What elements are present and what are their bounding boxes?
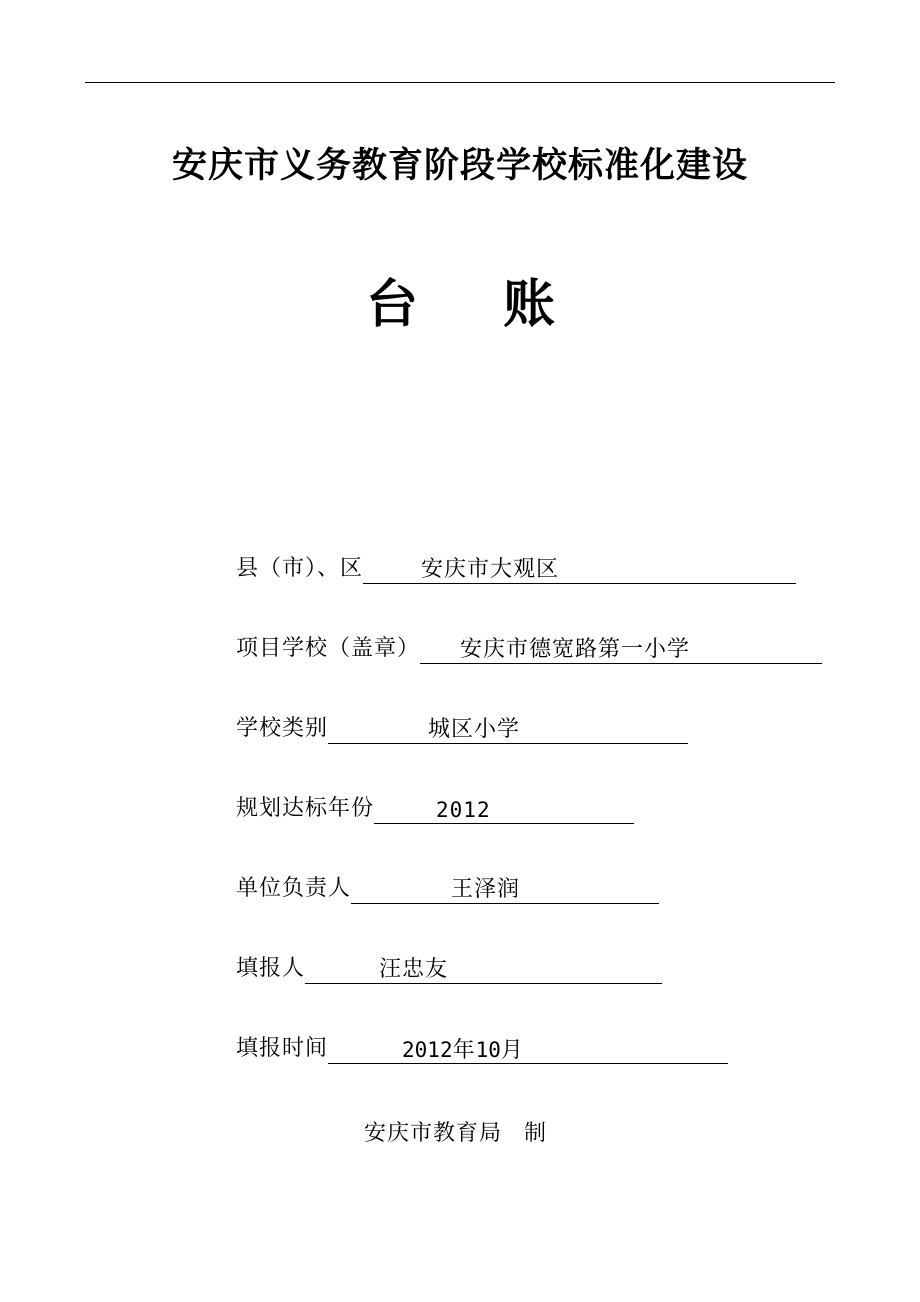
- field-county-label: 县（市）、区: [236, 556, 364, 581]
- field-fill-date: [236, 1034, 728, 1064]
- field-filler-line: [305, 956, 662, 984]
- field-principal-line: [351, 876, 659, 904]
- field-county-line: [363, 556, 796, 584]
- field-filler-value: 汪忠友: [379, 957, 449, 982]
- field-filler: [236, 954, 662, 984]
- footer-issuer-suffix: 制: [524, 1121, 548, 1146]
- field-county-value: 安庆市大观区: [421, 557, 560, 582]
- field-plan-year: [236, 794, 634, 824]
- field-plan-year-value: 2012: [436, 798, 491, 822]
- field-county: [236, 554, 796, 584]
- header-rule: [85, 82, 835, 83]
- field-fill-date-label: 填报时间: [236, 1036, 329, 1061]
- field-principal-value: 王泽润: [451, 877, 521, 902]
- field-school-value: 安庆市德宽路第一小学: [460, 637, 691, 662]
- field-fill-date-value: [402, 1036, 524, 1065]
- footer-issuer: [364, 1116, 547, 1147]
- field-principal-label: 单位负责人: [236, 876, 352, 901]
- field-school-type-value: 城区小学: [428, 717, 521, 742]
- field-fill-date-line: [328, 1036, 728, 1064]
- footer-issuer-name: 安庆市教育局: [364, 1121, 503, 1146]
- fill-date-year-unit: 年: [452, 1038, 476, 1063]
- field-filler-label: 填报人: [236, 956, 306, 981]
- fill-date-month: 10: [475, 1038, 501, 1062]
- field-school-type-label: 学校类别: [236, 716, 329, 741]
- subtitle-char-2: 账: [503, 275, 556, 335]
- field-principal: [236, 874, 659, 904]
- field-plan-year-label: 规划达标年份: [236, 796, 375, 821]
- fill-date-month-unit: 月: [500, 1038, 524, 1063]
- fill-date-year: 2012: [402, 1038, 453, 1062]
- field-school: [236, 634, 822, 664]
- field-plan-year-line: [374, 796, 634, 824]
- document-title: 安庆市义务教育阶段学校标准化建设: [171, 146, 748, 186]
- field-school-type-line: [328, 716, 688, 744]
- field-school-line: [420, 636, 822, 664]
- field-school-type: [236, 714, 688, 744]
- field-school-label: 项目学校（盖章）: [236, 636, 421, 661]
- subtitle-char-1: 台: [366, 275, 419, 335]
